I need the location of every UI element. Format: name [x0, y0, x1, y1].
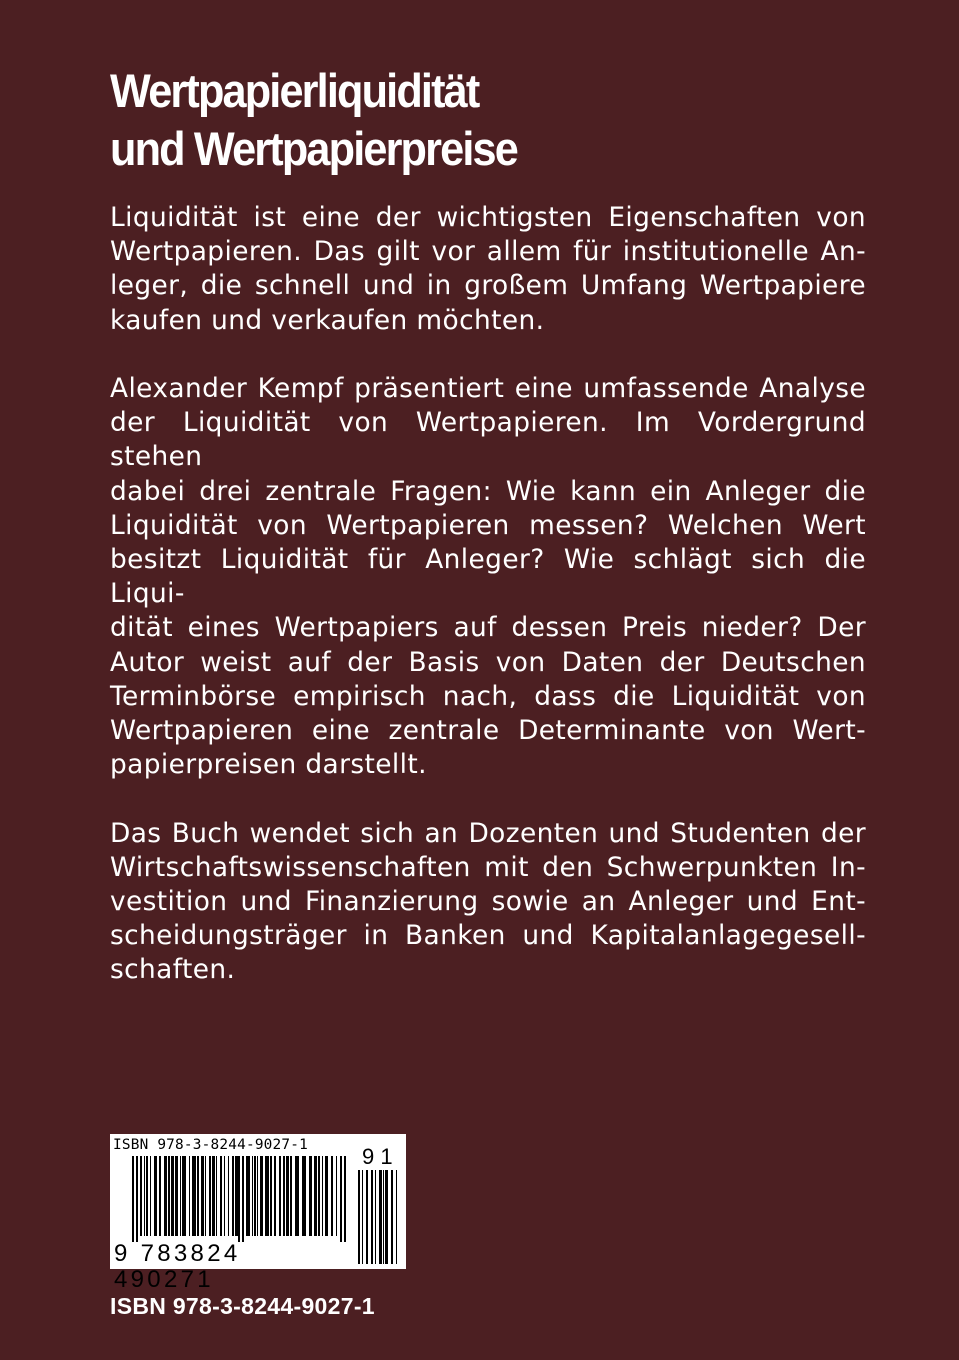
blurb-paragraph-1 — [110, 201, 866, 338]
text-line: Wirtschaftswissenschaften mit den Schwerpunkten In- — [110, 851, 866, 883]
blurb-paragraph-3 — [110, 817, 866, 988]
text-line: dabei drei zentrale Fragen: Wie kann ein Anleger die — [110, 475, 866, 507]
barcode-ean-digits: 9 783824 490271 — [114, 1240, 241, 1293]
text-line: papierpreisen darstellt. — [110, 749, 427, 781]
blurb-paragraph-2 — [110, 372, 866, 782]
text-line: vestition und Finanzierung sowie an Anleger und Ent- — [110, 886, 866, 918]
text-line: scheidungsträger in Banken und Kapitalanlagegesell- — [110, 920, 866, 952]
barcode-isbn-label: ISBN 978-3-8244-9027-1 — [113, 1137, 309, 1153]
text-line: Alexander Kempf präsentiert eine umfassende Analyse — [110, 373, 866, 404]
text-line: Liquidität von Wertpapieren messen? Welchen Wert — [110, 509, 866, 541]
barcode-addon-digits: 9 1 — [362, 1144, 393, 1169]
text-line: Terminbörse empirisch nach, dass die Liquidität von — [110, 680, 866, 712]
text-line: Wertpapieren eine zentrale Determinante von Wert- — [110, 715, 866, 747]
isbn-barcode — [110, 1134, 406, 1293]
text-line: besitzt Liquidität für Anleger? Wie schlägt sich die Liqui- — [110, 544, 866, 610]
text-line: Das Buch wendet sich an Dozenten und Studenten der — [110, 817, 866, 849]
text-line: der Liquidität von Wertpapieren. Im Vordergrund stehen — [110, 407, 866, 473]
book-title — [110, 62, 809, 178]
text-line: schaften. — [110, 954, 236, 986]
text-line: kaufen und verkaufen möchten. — [110, 304, 545, 336]
book-title-line-1: Wertpapierliquidität — [110, 64, 479, 117]
text-line: dität eines Wertpapiers auf dessen Preis nieder? Der — [110, 612, 866, 644]
isbn-footer: ISBN 978-3-8244-9027-1 — [110, 1293, 375, 1319]
text-line: Autor weist auf der Basis von Daten der Deutschen — [110, 646, 866, 678]
blurb-text — [110, 201, 866, 1022]
text-line: Wertpapieren. Das gilt vor allem für institutionelle An- — [110, 236, 866, 268]
text-line: Liquidität ist eine der wichtigsten Eigenschaften von — [110, 202, 866, 233]
book-title-line-2: und Wertpapierpreise — [110, 122, 517, 175]
text-line: leger, die schnell und in großem Umfang Wertpapiere — [110, 270, 866, 302]
